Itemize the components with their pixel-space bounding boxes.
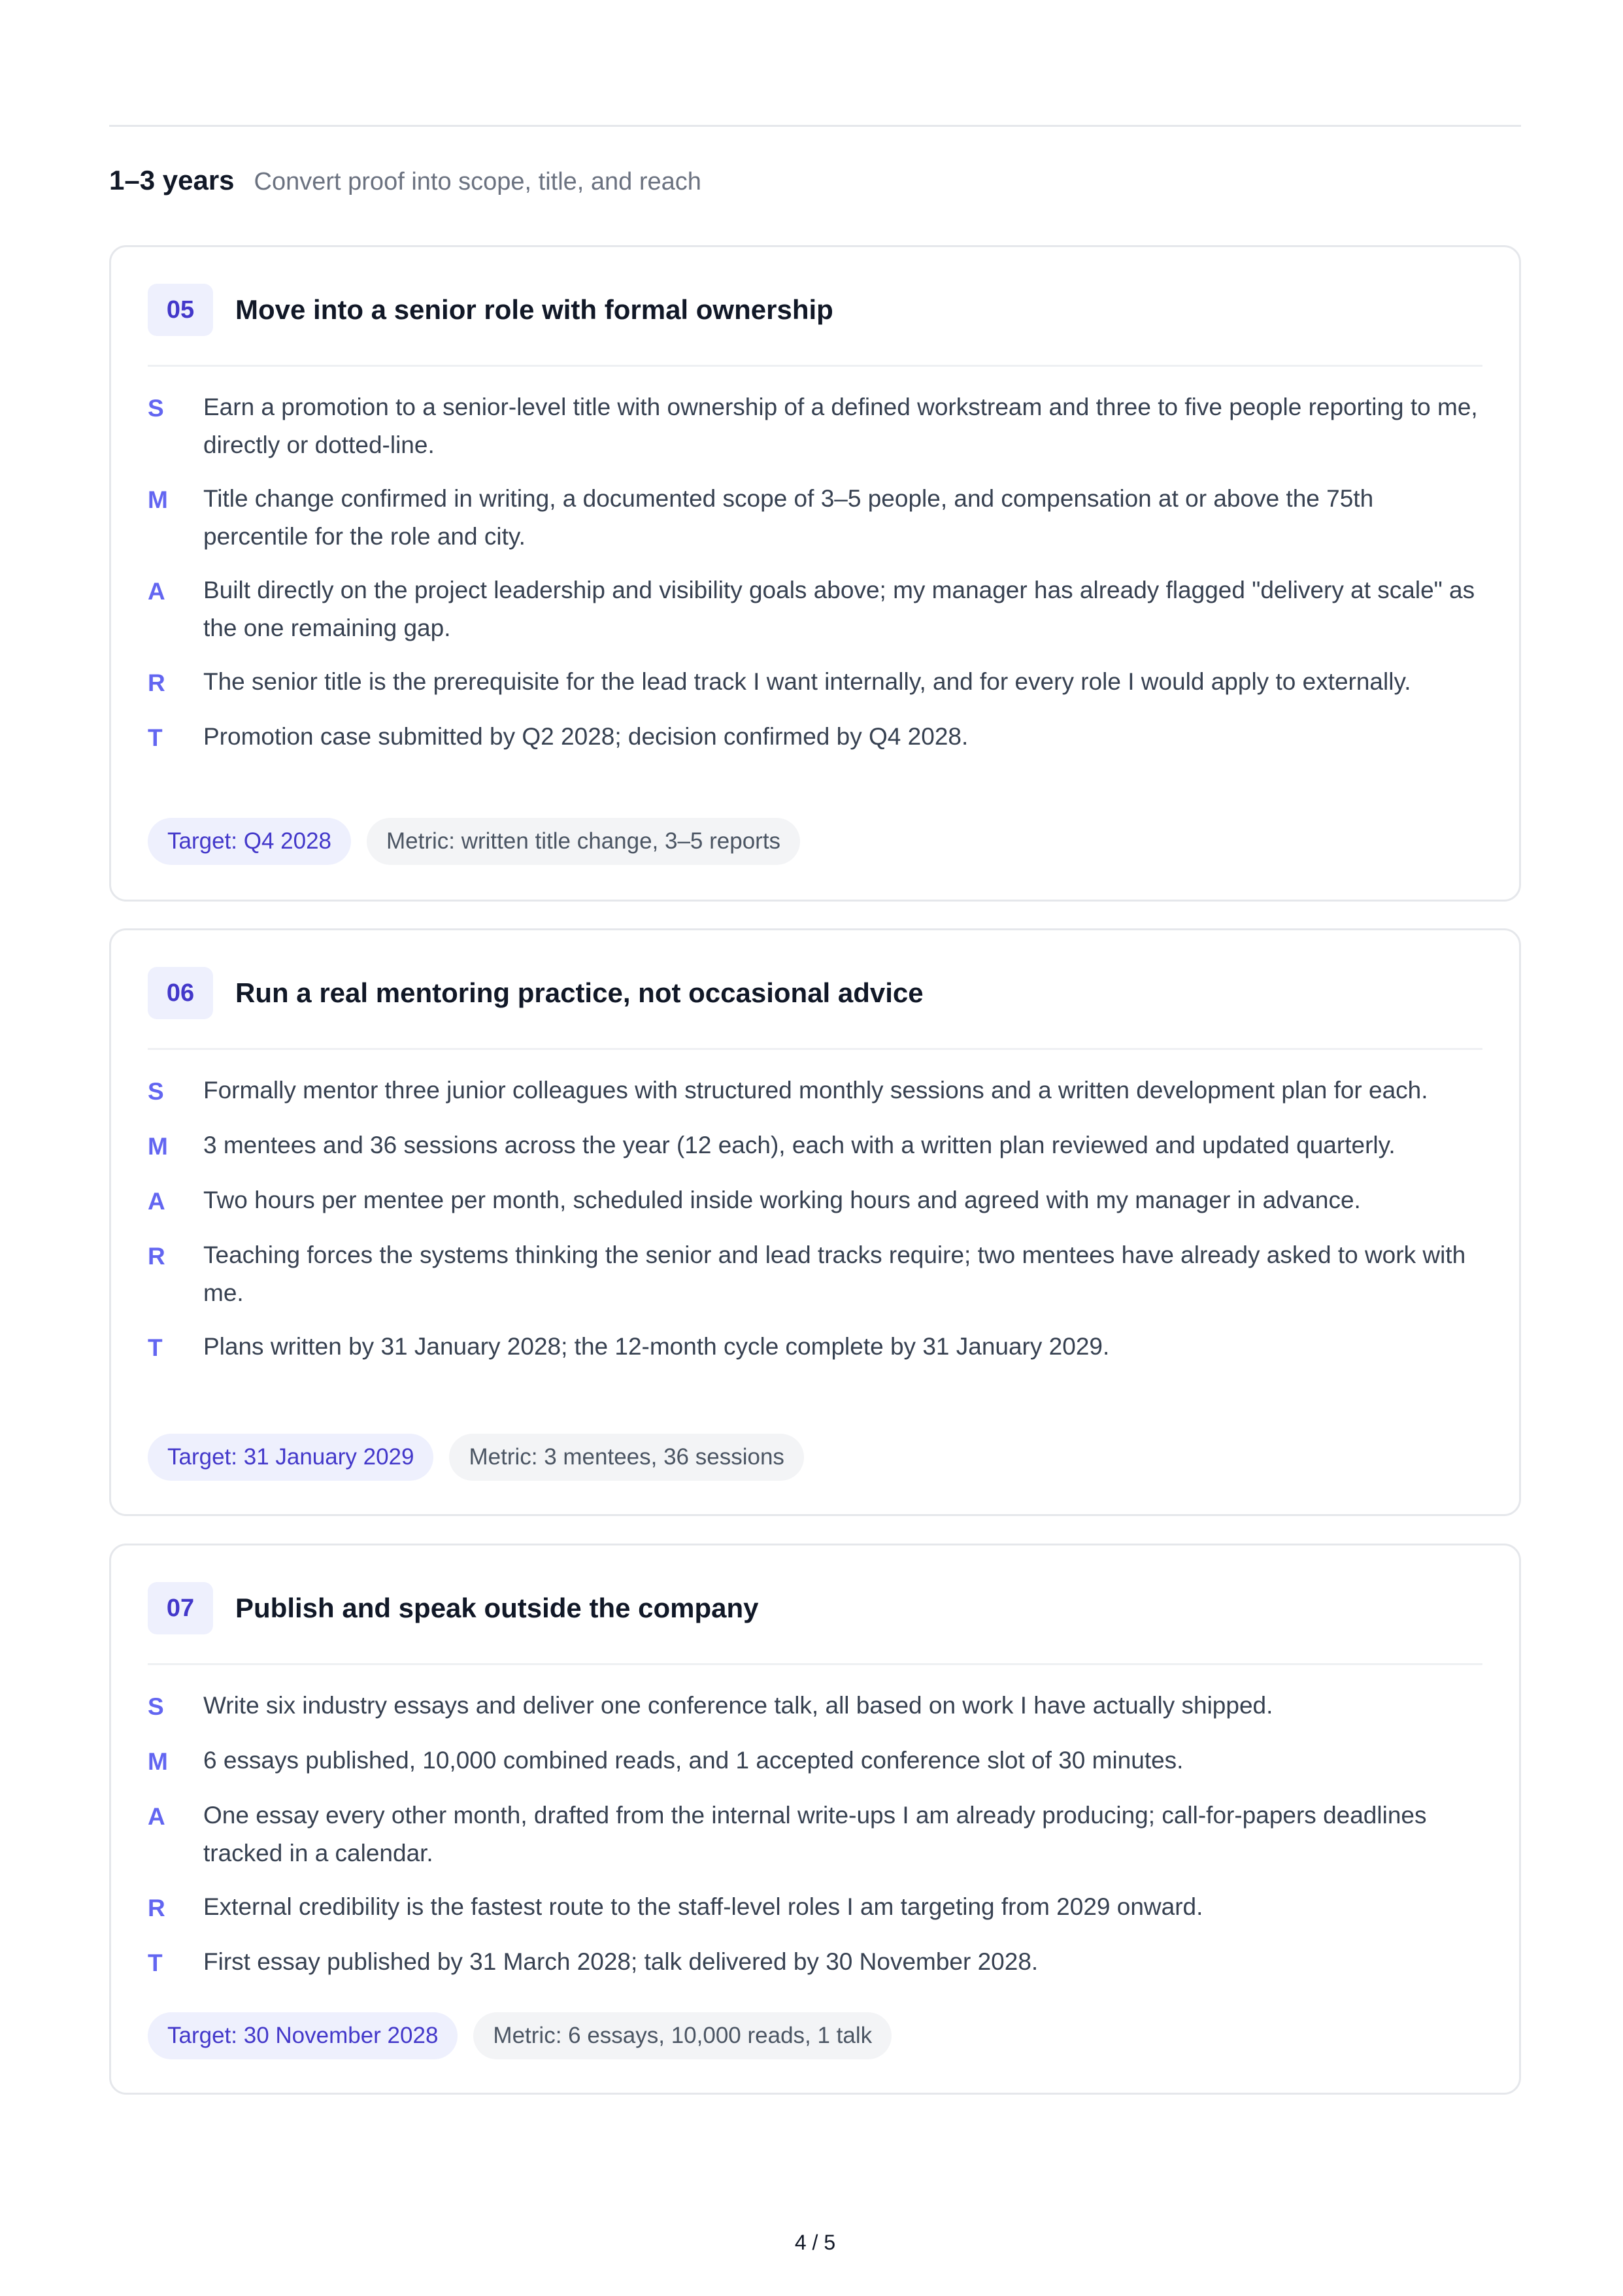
goal-card-06 (109, 928, 1521, 1516)
section-title: 1–3 years (109, 165, 235, 195)
smart-letter: T (148, 1950, 163, 1976)
smart-text: Earn a promotion to a senior-level title with ownership of a defined workstream and three to five people reporting to me, directly or dotted-line. (203, 394, 1478, 458)
target-chip: Target: Q4 2028 (148, 818, 351, 865)
smart-row-time-bound (148, 1943, 1482, 1982)
smart-row-measurable (148, 1742, 1482, 1781)
goal-card-07 (109, 1544, 1521, 2095)
smart-letter: R (148, 669, 165, 696)
smart-text: Plans written by 31 January 2028; the 12-month cycle complete by 31 January 2029. (203, 1333, 1110, 1360)
smart-text: Built directly on the project leadership and visibility goals above; my manager has already flagged "delivery at scale" as the one remaining gap. (203, 577, 1475, 641)
smart-text: The senior title is the prerequisite for the lead track I want internally, and for every role I would apply to externally. (203, 668, 1411, 695)
metric-chip: Metric: written title change, 3–5 reports (367, 818, 800, 865)
goal-chips (148, 818, 816, 865)
smart-row-specific (148, 1687, 1482, 1726)
smart-list (148, 388, 1482, 773)
smart-row-relevant (148, 1236, 1482, 1312)
goal-card-05 (109, 245, 1521, 902)
smart-row-time-bound (148, 718, 1482, 757)
goal-number-badge: 06 (148, 967, 213, 1019)
smart-row-achievable (148, 1181, 1482, 1221)
smart-row-specific (148, 388, 1482, 464)
smart-letter: T (148, 724, 163, 751)
target-chip: Target: 30 November 2028 (148, 2012, 458, 2059)
smart-letter: T (148, 1334, 163, 1361)
goal-title: Publish and speak outside the company (235, 1593, 759, 1623)
goal-header (148, 967, 1482, 1019)
smart-text: Teaching forces the systems thinking the senior and lead tracks require; two mentees have already asked to work with me. (203, 1241, 1466, 1306)
goal-title: Move into a senior role with formal ownership (235, 294, 833, 325)
smart-row-achievable (148, 571, 1482, 647)
section-subtitle: Convert proof into scope, title, and reach (254, 168, 701, 195)
section-heading (109, 165, 701, 211)
smart-row-relevant (148, 663, 1482, 702)
smart-text: First essay published by 31 March 2028; talk delivered by 30 November 2028. (203, 1948, 1039, 1975)
smart-letter: M (148, 486, 168, 513)
card-divider (148, 1663, 1482, 1665)
smart-text: 6 essays published, 10,000 combined reads, and 1 accepted conference slot of 30 minutes. (203, 1747, 1184, 1774)
goal-header (148, 284, 1482, 336)
smart-letter: M (148, 1748, 168, 1775)
page-number: 4 / 5 (794, 2231, 836, 2254)
goal-header (148, 1582, 1482, 1634)
smart-row-specific (148, 1072, 1482, 1111)
smart-text: Promotion case submitted by Q2 2028; decision confirmed by Q4 2028. (203, 723, 969, 750)
smart-letter: A (148, 578, 165, 605)
smart-text: Two hours per mentee per month, scheduled inside working hours and agreed with my manager in advance. (203, 1187, 1361, 1213)
smart-list (148, 1072, 1482, 1383)
smart-letter: S (148, 395, 164, 422)
smart-text: One essay every other month, drafted from the internal write-ups I am already producing; call-for-papers deadlines tracked in a calendar. (203, 1802, 1427, 1866)
smart-row-measurable (148, 1126, 1482, 1166)
smart-row-measurable (148, 480, 1482, 556)
smart-letter: R (148, 1895, 165, 1921)
target-chip: Target: 31 January 2029 (148, 1434, 433, 1481)
card-divider (148, 365, 1482, 367)
goal-chips (148, 2012, 907, 2059)
smart-row-relevant (148, 1888, 1482, 1927)
smart-letter: R (148, 1243, 165, 1270)
goal-number-badge: 05 (148, 284, 213, 336)
smart-text: Title change confirmed in writing, a documented scope of 3–5 people, and compensation at or above the 75th percentile for the role and city. (203, 485, 1374, 550)
smart-letter: A (148, 1803, 165, 1830)
smart-letter: M (148, 1133, 168, 1160)
top-divider (109, 125, 1521, 127)
metric-chip: Metric: 6 essays, 10,000 reads, 1 talk (473, 2012, 892, 2059)
metric-chip: Metric: 3 mentees, 36 sessions (449, 1434, 803, 1481)
goal-number-badge: 07 (148, 1582, 213, 1634)
smart-text: Write six industry essays and deliver one conference talk, all based on work I have actually shipped. (203, 1692, 1273, 1719)
smart-letter: S (148, 1693, 164, 1720)
smart-letter: A (148, 1188, 165, 1215)
goal-title: Run a real mentoring practice, not occasional advice (235, 977, 924, 1008)
smart-text: Formally mentor three junior colleagues with structured monthly sessions and a written development plan for each. (203, 1077, 1428, 1104)
smart-row-time-bound (148, 1328, 1482, 1367)
smart-letter: S (148, 1078, 164, 1105)
goal-chips (148, 1434, 820, 1481)
document-page (109, 0, 1521, 2296)
smart-text: 3 mentees and 36 sessions across the year (12 each), each with a written plan reviewed and updated quarterly. (203, 1132, 1396, 1158)
smart-row-achievable (148, 1797, 1482, 1872)
smart-text: External credibility is the fastest route to the staff-level roles I am targeting from 2029 onward. (203, 1893, 1203, 1920)
card-divider (148, 1048, 1482, 1050)
smart-list (148, 1687, 1482, 1998)
